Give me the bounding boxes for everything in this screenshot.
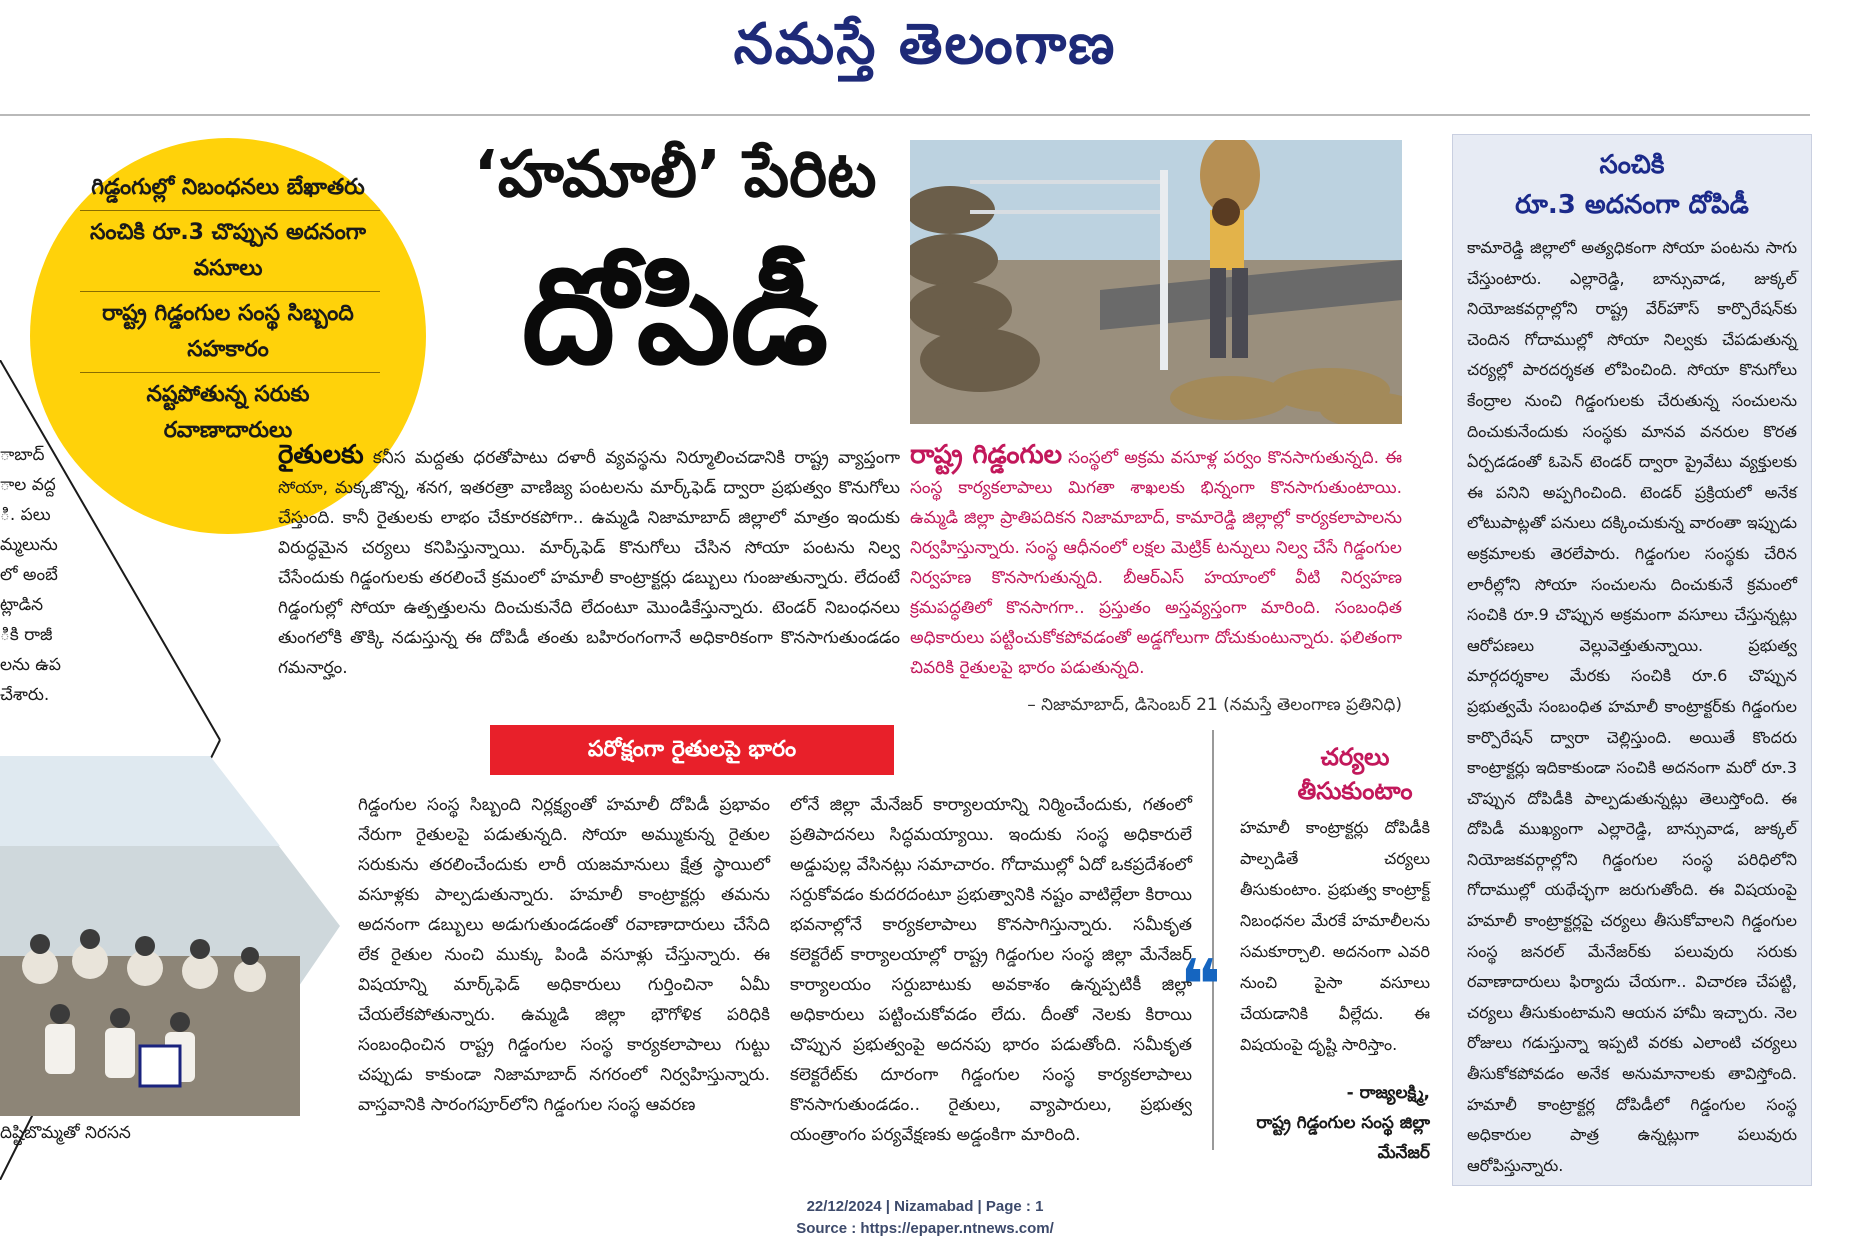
masthead-rule — [0, 114, 1810, 116]
divider — [80, 291, 380, 292]
sidebar-title-line2: రూ.3 అదనంగా దోపిడీ — [1515, 190, 1749, 220]
fragment-line: ట్లాడిన — [0, 595, 44, 615]
highlight-point: సంచికి రూ.3 చొప్పున అదనంగా వసూలు — [89, 220, 366, 281]
fragment-line: లను ఉప — [0, 655, 61, 675]
quote-title: చర్యలు తీసుకుంటాం — [1297, 743, 1413, 805]
divider — [80, 210, 380, 211]
fragment-line: లో అంబే — [0, 565, 58, 585]
quote-text: హమాలీ కాంట్రాక్టర్లు దోపిడీకి పాల్పడితే చర్యలు తీసుకుంటాం. ప్రభుత్వ కాంట్రాక్ట్ నిబంధనల మేరకే హమాలీలను సమకూర్చాలి. అదనంగా ఎవరి నుంచి పైసా వసూలు చేయడానికి వీల్లేదు. ఈ విషయంపై దృష్టి సారిస్తాం. — [1240, 818, 1430, 1054]
lead-text: కనీస మద్దతు ధరతోపాటు దళారీ వ్యవస్థను నిర్మూలించడానికి రాష్ట్ర వ్యాప్తంగా సోయా, మక్కజొన్న, శనగ, ఇతరత్రా వాణిజ్య పంటలను మార్క్‌ఫెడ్ ద్వారా ప్రభుత్వం కొనుగోలు చేస్తుంది. కానీ రైతులకు లాభం చేకూరకపోగా.. ఉమ్మడి నిజామాబాద్ జిల్లాలో మాత్రం ఇందుకు విరుద్ధమైన చర్యలు కనిపిస్తున్నాయి. మార్క్‌ఫెడ్ కొనుగోలు చేసిన సోయా పంటను నిల్వ చేసేందుకు గిడ్డంగులకు తరలించే క్రమంలో హమాలీ కాంట్రాక్టర్లు డబ్బులు గుంజుతున్నారు. లేదంటే గిడ్డంగుల్లో సోయా ఉత్పత్తులను దించుకునేది లేదంటూ మొండికేస్తున్నారు. టెండర్ నిబంధనలు తుంగలోకి తొక్కి నడుస్తున్న ఈ దోపిడీ తంతు బహిరంగంగానే అధికారికంగా కొనసాగుతుండడం గమనార్హం. — [278, 448, 901, 678]
lead-article — [278, 440, 900, 683]
fragment-line: చేశారు. — [0, 685, 50, 705]
subhead-band: పరోక్షంగా రైతులపై భారం — [490, 725, 894, 775]
article-column-1: గిడ్డంగుల సంస్థ సిబ్బంది నిర్లక్ష్యంతో హమాలీ దోపిడీ ప్రభావం నేరుగా రైతులపై పడుతున్నది. సోయా అమ్ముకున్న రైతుల సరుకును తరలించేందుకు లారీ యజమానులు క్షేత్ర స్థాయిలో వసూళ్లకు పాల్పడుతున్నారు. హమాలీ కాంట్రాక్టర్లు తమను అదనంగా డబ్బులు అడుగుతుండడంతో రవాణాదారులు చేసేది లేక రైతుల నుంచి ముక్కు పిండి వసూళ్లు చేస్తున్నారు. ఈ విషయాన్ని మార్క్‌ఫెడ్ అధికారులు గుర్తించినా ఏమీ చేయలేకపోతున్నారు. ఉమ్మడి జిల్లా భౌగోళిక పరిధికి సంబంధించిన రాష్ట్ర గిడ్డంగుల సంస్థ కార్యకలాపాలు గుట్టు చప్పుడు కాకుండా నిజామాబాద్ నగరంలో నిర్వహిస్తున్నారు. వాస్తవానికి సారంగపూర్‌లోని గిడ్డంగుల సంస్థ ఆవరణ — [358, 795, 770, 1115]
headline-main: దోపిడీ — [521, 240, 829, 394]
masthead: నమస్తే తెలంగాణ — [733, 12, 1117, 77]
sidebar-text: కామారెడ్డి జిల్లాలో అత్యధికంగా సోయా పంటను సాగు చేస్తుంటారు. ఎల్లారెడ్డి, బాన్సువాడ, జుక్కల్ నియోజకవర్గాల్లోని రాష్ట్ర వేర్‌హౌస్ కార్పొరేషన్‌కు చెందిన గోదాముల్లో సోయా నిల్వకు చేపడుతున్న చర్యల్లో పారదర్శకత లోపించింది. సోయా కొనుగోలు కేంద్రాల నుంచి గిడ్డంగులకు చేరుతున్న సంచులను దించుకునేందుకు సంస్థకు మానవ వనరుల కొరత ఏర్పడడంతో ఓపెన్ టెండర్ ద్వారా ప్రైవేటు వ్యక్తులకు ఈ పనిని అప్పగించింది. టెండర్ ప్రక్రియలో అనేక లోటుపాట్లతో పనులు దక్కించుకున్న వారంతా ఇప్పుడు అక్రమాలకు తెరలేపారు. గిడ్డంగుల సంస్థకు చేరిన లారీల్లోని సోయా సంచులను దించుకునే క్రమంలో సంచికి రూ.9 చొప్పున అక్రమంగా వసూలు చేస్తున్నట్లు ఆరోపణలు వెల్లువెత్తుతున్నాయి. ప్రభుత్వ మార్గదర్శకాల మేరకు సంచికి రూ.6 చొప్పున ప్రభుత్వమే సంబంధిత హమాలీ కాంట్రాక్టర్‌కు గిడ్డంగుల కార్పొరేషన్ ద్వారా చెల్లిస్తుంది. అయితే కొందరు కాంట్రాక్టర్లు ఇదికాకుండా సంచికి అదనంగా మరో రూ.3 చొప్పున దోపిడీకి పాల్పడుతున్నట్లు తెలుస్తోంది. ఈ దోపిడీ ముఖ్యంగా ఎల్లారెడ్డి, బాన్సువాడ, జుక్కల్ నియోజకవర్గాల్లోని గిడ్డంగుల సంస్థ పరిధిలోని గోదాముల్లో యథేచ్ఛగా జరుగుతోంది. ఈ విషయంపై హమాలీ కాంట్రాక్టర్లపై చర్యలు తీసుకోవాలని గిడ్డంగుల సంస్థ జనరల్ మేనేజర్‌కు పలువురు సరుకు రవాణాదారులు ఫిర్యాదు చేయగా.. విచారణ చేపట్టి, చర్యలు తీసుకుంటామని ఆయన హామీ ఇచ్చారు. నెల రోజులు గడుస్తున్నా ఇప్పటి వరకు ఎలాంటి చర్యలు తీసుకోకపోవడం అనేక అనుమానాలకు తావిస్తోంది. హమాలీ కాంట్రాక్టర్ల దోపిడీలో గిడ్డంగుల సంస్థ అధికారుల పాత్ర ఉన్నట్లుగా పలువురు ఆరోపిస్తున్నారు. — [1467, 238, 1797, 1175]
lead-dropword: రైతులకు — [278, 440, 364, 470]
fragment-line: ికి రాజీ — [0, 625, 53, 645]
fragment-line: ాల వద్ద — [0, 475, 56, 495]
quote-icon: ❝ — [1180, 944, 1222, 1026]
highlight-point: గిడ్డంగుల్లో నిబంధనలు బేఖాతరు — [91, 175, 365, 200]
fragment-line: ి. పలు — [0, 505, 51, 525]
quote-role: రాష్ట్ర గిడ్డంగుల సంస్థ జిల్లా మేనేజర్ — [1256, 1113, 1430, 1163]
pink-intro — [910, 440, 1402, 683]
footer — [0, 1196, 1850, 1240]
fragment-line: మ్మలును — [0, 535, 58, 555]
highlight-point: రాష్ట్ర గిడ్డంగుల సంస్థ సిబ్బంది సహకారం — [102, 301, 354, 362]
fragment-line: ాబాద్ — [0, 445, 45, 465]
quote-signature — [1250, 1078, 1430, 1168]
article-column-2: లోనే జిల్లా మేనేజర్ కార్యాలయాన్ని నిర్మించేందుకు, గతంలో ప్రతిపాదనలు సిద్ధమయ్యాయి. ఇందుకు సంస్థ అధికారులే అడ్డుపుల్ల వేసినట్లు సమాచారం. గోదాముల్లో ఏదో ఒకప్రదేశంలో సర్దుకోవడం కుదరదంటూ ప్రభుత్వానికి నష్టం వాటిల్లేలా కిరాయి భవనాల్లోనే కార్యకలాపాలు కొనసాగిస్తున్నారు. సమీకృత కలెక్టరేట్ కార్యాలయాల్లో రాష్ట్ర గిడ్డంగుల సంస్థ జిల్లా మేనేజర్ కార్యాలయం సర్దుబాటుకు అవకాశం ఉన్నప్పటికీ జిల్లా అధికారులు పట్టించుకోవడం లేదు. దీంతో నెలకు కిరాయి చొప్పున ప్రభుత్వంపై అదనపు భారం పడుతోంది. సమీకృత కలెక్టరేట్‌కు దూరంగా గిడ్డంగుల సంస్థ కార్యకలాపాలు కొనసాగుతుండడం.. రైతులు, వ్యాపారులు, ప్రభుత్వ యంత్రాంగం పర్యవేక్షణకు అడ్డంకిగా మారింది. — [790, 795, 1192, 1145]
pink-text: సంస్థలో అక్రమ వసూళ్ల పర్వం కొనసాగుతున్నది. ఈ సంస్థ కార్యకలాపాలు మిగతా శాఖలకు భిన్నంగా కొనసాగుతుంటాయి. ఉమ్మడి జిల్లా ప్రాతిపదికన నిజామాబాద్, కామారెడ్డి జిల్లాల్లో కార్యకలాపాలను నిర్వహిస్తున్నారు. సంస్థ ఆధీనంలో లక్షల మెట్రిక్ టన్నులు నిల్వ చేసే గిడ్డంగుల నిర్వహణ కొనసాగుతున్నది. బీఆర్ఎస్ హయాంలో వీటి నిర్వహణ క్రమపద్ధతిలో కొనసాగగా.. ప్రస్తుతం అస్తవ్యస్తంగా మారింది. సంబంధిత అధికారులు పట్టించుకోకపోవడంతో అడ్డగోలుగా దోచుకుంటున్నారు. ఫలితంగా చివరికి రైతులపై భారం పడుతున్నది. — [910, 448, 1402, 678]
photo-caption: దిష్టిబొమ్మతో నిరసన — [0, 1123, 131, 1143]
dateline: – నిజామాబాద్, డిసెంబర్ 21 (నమస్తే తెలంగాణ ప్రతినిధి) — [1027, 695, 1402, 715]
warehouse-photo — [910, 140, 1402, 424]
highlight-point: నష్టపోతున్న సరుకు రవాణాదారులు — [146, 382, 310, 443]
sidebar-box — [1452, 134, 1812, 1186]
column-divider — [1212, 730, 1214, 1150]
footer-date-line: 22/12/2024 | Nizamabad | Page : 1 — [806, 1198, 1044, 1215]
quote-name: - రాజ్యలక్ష్మి, — [1346, 1083, 1430, 1103]
headline-kicker: ‘హమాలీ’ పేరిట — [473, 138, 877, 212]
sidebar-title-line1: సంచికి — [1599, 150, 1665, 180]
left-fragment — [0, 440, 85, 710]
protest-photo — [0, 756, 340, 1116]
footer-source-line: Source : https://epaper.ntnews.com/ — [796, 1220, 1054, 1237]
pink-dropword: రాష్ట్ర గిడ్డంగుల — [910, 440, 1063, 470]
